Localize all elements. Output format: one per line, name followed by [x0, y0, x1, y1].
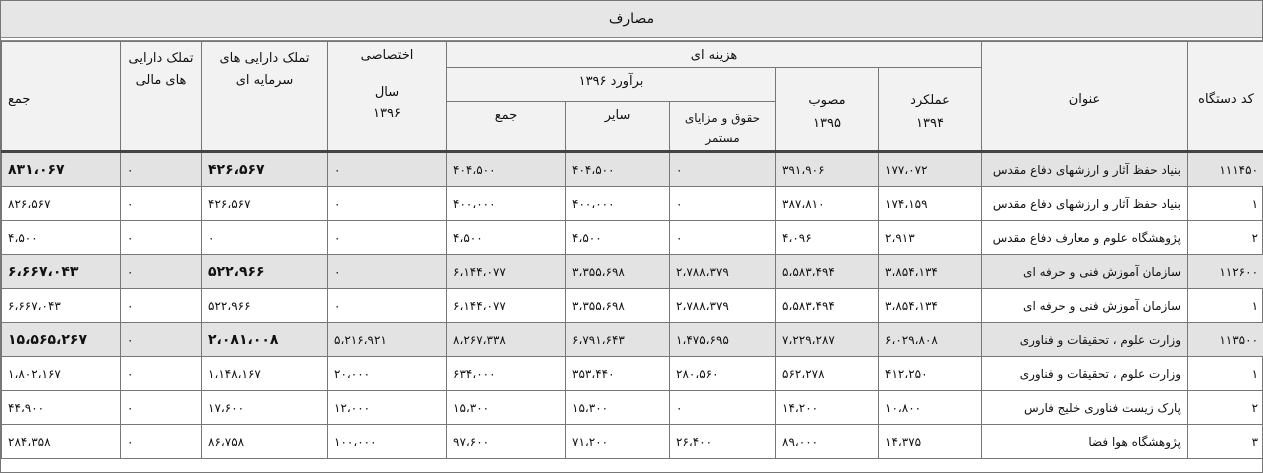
cell-code: ۲ [1188, 221, 1263, 255]
cell-saver: ۳۵۳،۴۴۰ [566, 357, 670, 391]
cell-jam: ۴۰۰،۰۰۰ [447, 187, 566, 221]
cell-mosavab: ۴،۰۹۶ [776, 221, 879, 255]
cell-code: ۱۱۲۶۰۰ [1188, 255, 1263, 289]
cell-ekhtesasi: ۰ [328, 187, 447, 221]
cell-mali: ۰ [121, 221, 202, 255]
cell-jam: ۴،۵۰۰ [447, 221, 566, 255]
cell-sarmayei: ۰ [202, 221, 328, 255]
cell-hoghoogh: ۰ [670, 221, 776, 255]
cell-amalkard: ۶،۰۲۹،۸۰۸ [879, 323, 982, 357]
cell-saver: ۷۱،۲۰۰ [566, 425, 670, 459]
cell-mosavab: ۸۹،۰۰۰ [776, 425, 879, 459]
header-sal-year: ۱۳۹۶ [373, 106, 401, 121]
cell-jam: ۴۰۴،۵۰۰ [447, 152, 566, 187]
cell-hoghoogh: ۲۶،۴۰۰ [670, 425, 776, 459]
header-sarmayei: تملک دارایی های سرمایه ای [202, 42, 328, 152]
cell-hoghoogh: ۲،۷۸۸،۳۷۹ [670, 255, 776, 289]
cell-mosavab: ۷،۲۲۹،۲۸۷ [776, 323, 879, 357]
cell-sarmayei: ۵۲۲،۹۶۶ [202, 289, 328, 323]
header-total: جمع [2, 42, 121, 152]
cell-name: وزارت علوم ، تحقیقات و فناوری [982, 323, 1188, 357]
cell-code: ۲ [1188, 391, 1263, 425]
header-code: کد دستگاه [1188, 42, 1263, 152]
header-ekhtesasi [328, 42, 447, 152]
table-row [2, 357, 1263, 391]
cell-amalkard: ۱۷۷،۰۷۲ [879, 152, 982, 187]
cell-total: ۱،۸۰۲،۱۶۷ [2, 357, 121, 391]
cell-saver: ۱۵،۳۰۰ [566, 391, 670, 425]
cell-mali: ۰ [121, 187, 202, 221]
cell-hoghoogh: ۰ [670, 187, 776, 221]
cell-jam: ۸،۲۶۷،۳۳۸ [447, 323, 566, 357]
cell-mali: ۰ [121, 255, 202, 289]
cell-saver: ۳،۳۵۵،۶۹۸ [566, 255, 670, 289]
cell-name: پارک زیست فناوری خلیج فارس [982, 391, 1188, 425]
cell-ekhtesasi: ۰ [328, 289, 447, 323]
cell-hoghoogh: ۲،۷۸۸،۳۷۹ [670, 289, 776, 323]
header-mosavab [776, 68, 879, 152]
cell-amalkard: ۱۴،۳۷۵ [879, 425, 982, 459]
header-ekhtesasi-label: اختصاصی [360, 48, 414, 63]
cell-hoghoogh: ۰ [670, 152, 776, 187]
header-amalkard [879, 68, 982, 152]
cell-saver: ۳،۳۵۵،۶۹۸ [566, 289, 670, 323]
cell-name: وزارت علوم ، تحقیقات و فناوری [982, 357, 1188, 391]
header-sal-label: سال [374, 85, 400, 100]
cell-code: ۱ [1188, 357, 1263, 391]
table-row [2, 221, 1263, 255]
table-row [2, 391, 1263, 425]
cell-amalkard: ۱۷۴،۱۵۹ [879, 187, 982, 221]
cell-jam: ۹۷،۶۰۰ [447, 425, 566, 459]
cell-sarmayei: ۱،۱۴۸،۱۶۷ [202, 357, 328, 391]
cell-ekhtesasi: ۲۰،۰۰۰ [328, 357, 447, 391]
cell-code: ۱۱۱۴۵۰ [1188, 152, 1263, 187]
budget-table [1, 41, 1263, 459]
cell-mosavab: ۳۹۱،۹۰۶ [776, 152, 879, 187]
header-saver: سایر [566, 102, 670, 152]
cell-jam: ۶،۱۴۴،۰۷۷ [447, 255, 566, 289]
table-row [2, 289, 1263, 323]
cell-hoghoogh: ۲۸۰،۵۶۰ [670, 357, 776, 391]
cell-hoghoogh: ۱،۴۷۵،۶۹۵ [670, 323, 776, 357]
cell-total: ۴،۵۰۰ [2, 221, 121, 255]
cell-total: ۸۳۱،۰۶۷ [2, 152, 121, 187]
cell-total: ۶،۶۶۷،۰۴۳ [2, 289, 121, 323]
header-row-1 [2, 42, 1263, 68]
cell-total: ۴۴،۹۰۰ [2, 391, 121, 425]
cell-mali: ۰ [121, 357, 202, 391]
group-row [2, 152, 1263, 187]
header-mosavab-label: مصوب [808, 93, 846, 108]
cell-mosavab: ۵۶۲،۲۷۸ [776, 357, 879, 391]
cell-ekhtesasi: ۰ [328, 152, 447, 187]
cell-total: ۸۲۶،۵۶۷ [2, 187, 121, 221]
group-row [2, 255, 1263, 289]
cell-mali: ۰ [121, 152, 202, 187]
cell-name: سازمان آموزش فنی و حرفه ای [982, 255, 1188, 289]
cell-mosavab: ۵،۵۸۳،۴۹۴ [776, 255, 879, 289]
cell-sarmayei: ۲،۰۸۱،۰۰۸ [202, 323, 328, 357]
header-bravord: برآورد ۱۳۹۶ [447, 68, 776, 102]
cell-ekhtesasi: ۱۲،۰۰۰ [328, 391, 447, 425]
cell-hoghoogh: ۰ [670, 391, 776, 425]
cell-sarmayei: ۵۲۲،۹۶۶ [202, 255, 328, 289]
header-mali: تملک دارایی های مالی [121, 42, 202, 152]
cell-sarmayei: ۴۲۶،۵۶۷ [202, 187, 328, 221]
header-name: عنوان [982, 42, 1188, 152]
table-row [2, 187, 1263, 221]
cell-mosavab: ۵،۵۸۳،۴۹۴ [776, 289, 879, 323]
cell-code: ۱ [1188, 187, 1263, 221]
cell-amalkard: ۲،۹۱۳ [879, 221, 982, 255]
cell-amalkard: ۴۱۲،۲۵۰ [879, 357, 982, 391]
header-jam: جمع [447, 102, 566, 152]
header-mosavab-year: ۱۳۹۵ [813, 116, 841, 131]
cell-name: پژوهشگاه هوا فضا [982, 425, 1188, 459]
cell-name: سازمان آموزش فنی و حرفه ای [982, 289, 1188, 323]
group-row [2, 323, 1263, 357]
cell-mali: ۰ [121, 391, 202, 425]
cell-name: پژوهشگاه علوم و معارف دفاع مقدس [982, 221, 1188, 255]
header-amalkard-year: ۱۳۹۴ [916, 116, 944, 131]
cell-sarmayei: ۴۲۶،۵۶۷ [202, 152, 328, 187]
cell-name: بنیاد حفظ آثار و ارزشهای دفاع مقدس [982, 187, 1188, 221]
cell-ekhtesasi: ۰ [328, 255, 447, 289]
cell-mali: ۰ [121, 323, 202, 357]
cell-sarmayei: ۱۷،۶۰۰ [202, 391, 328, 425]
cell-jam: ۱۵،۳۰۰ [447, 391, 566, 425]
cell-saver: ۴،۵۰۰ [566, 221, 670, 255]
cell-saver: ۶،۷۹۱،۶۴۳ [566, 323, 670, 357]
cell-total: ۱۵،۵۶۵،۲۶۷ [2, 323, 121, 357]
cell-amalkard: ۳،۸۵۴،۱۳۴ [879, 289, 982, 323]
cell-ekhtesasi: ۰ [328, 221, 447, 255]
cell-ekhtesasi: ۵،۲۱۶،۹۲۱ [328, 323, 447, 357]
cell-total: ۶،۶۶۷،۰۴۳ [2, 255, 121, 289]
cell-saver: ۴۰۰،۰۰۰ [566, 187, 670, 221]
cell-name: بنیاد حفظ آثار و ارزشهای دفاع مقدس [982, 152, 1188, 187]
cell-code: ۳ [1188, 425, 1263, 459]
table-row [2, 425, 1263, 459]
cell-mosavab: ۳۸۷،۸۱۰ [776, 187, 879, 221]
cell-amalkard: ۱۰،۸۰۰ [879, 391, 982, 425]
cell-sarmayei: ۸۶،۷۵۸ [202, 425, 328, 459]
cell-code: ۱۱۳۵۰۰ [1188, 323, 1263, 357]
cell-mali: ۰ [121, 289, 202, 323]
cell-total: ۲۸۴،۳۵۸ [2, 425, 121, 459]
cell-ekhtesasi: ۱۰۰،۰۰۰ [328, 425, 447, 459]
header-hoghoogh: حقوق و مزایای مستمر [670, 102, 776, 152]
cell-jam: ۶،۱۴۴،۰۷۷ [447, 289, 566, 323]
table-title: مصارف [1, 1, 1262, 38]
header-amalkard-label: عملکرد [910, 93, 950, 108]
table-body [2, 152, 1263, 459]
cell-code: ۱ [1188, 289, 1263, 323]
cell-amalkard: ۳،۸۵۴،۱۳۴ [879, 255, 982, 289]
cell-jam: ۶۳۴،۰۰۰ [447, 357, 566, 391]
cell-mali: ۰ [121, 425, 202, 459]
header-hazine: هزینه ای [447, 42, 982, 68]
cell-saver: ۴۰۴،۵۰۰ [566, 152, 670, 187]
cell-mosavab: ۱۴،۲۰۰ [776, 391, 879, 425]
